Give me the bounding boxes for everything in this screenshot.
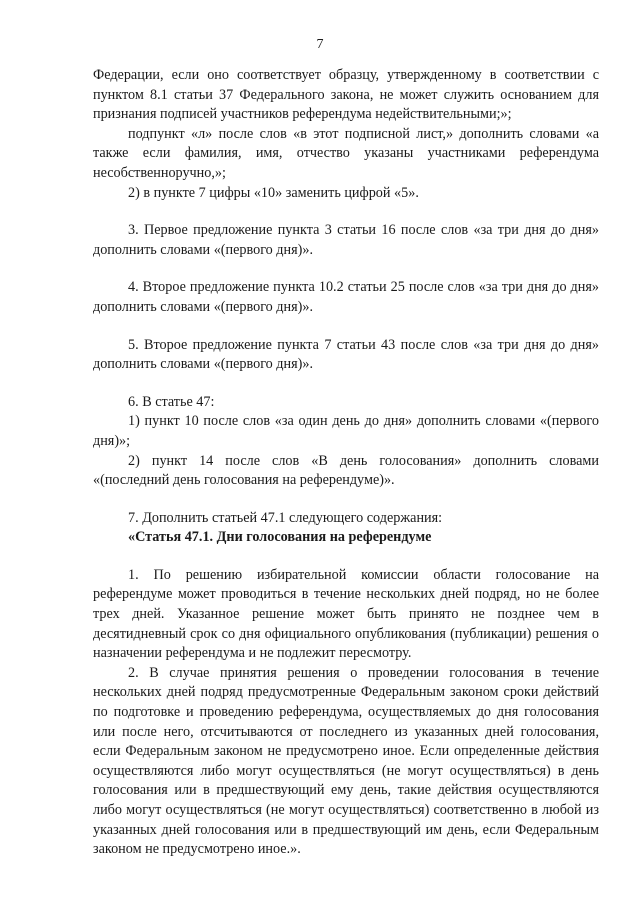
paragraph-continuation: Федерации, если оно соответствует образцу, утвержденному в соответствии с пунктом 8.1 статьи 37 Федерального закона, не может служить основанием для признания подписей участников референдума недействительными;»;: [93, 67, 599, 123]
paragraph-point-6: 6. В статье 47:: [128, 393, 215, 410]
page-number: 7: [316, 37, 324, 52]
spacer: [93, 491, 599, 509]
paragraph-point-4: 4. Второе предложение пункта 10.2 статьи 25 после слов «за три дня до дня» дополнить словами «(первого дня)».: [93, 279, 599, 315]
paragraph-point-6-item-1: 1) пункт 10 после слов «за один день до дня» дополнить словами «(первого дня)»;: [93, 413, 599, 449]
spacer: [93, 203, 599, 221]
spacer: [93, 548, 599, 566]
paragraph-subparagraph-l: подпункт «л» после слов «в этот подписной лист,» дополнить словами «а также если фамилия, имя, отчество указаны участниками референдума несобственноручно,»;: [93, 125, 599, 181]
paragraph-point-3: 3. Первое предложение пункта 3 статьи 16 после слов «за три дня до дня» дополнить словами «(первого дня)».: [93, 222, 599, 258]
article-clause-2: 2. В случае принятия решения о проведении голосования в течение нескольких дней подряд предусмотренные Федеральным законом сроки действий по подготовке и проведению референдума, осуществляемых до дня голосования или после него, отсчитываются от последнего из указанных дней голосования, если Федеральным законом не предусмотрено иное. Если определенные действия осуществляются либо могут осуществляться (не могут осуществляться) в день голосования или в предшествующий ему день, такие действия осуществляются либо могут осуществляться (не могут осуществляться) соответственно в любой из указанных дней голосования или в предшествующий им день, если Федеральным законом не предусмотрено иное.».: [93, 664, 599, 858]
paragraph-point-5: 5. Второе предложение пункта 7 статьи 43 после слов «за три дня до дня» дополнить словами «(первого дня)».: [93, 336, 599, 373]
document-body: [93, 66, 599, 860]
article-clause-1: 1. По решению избирательной комиссии области голосование на референдуме может проводиться в течение нескольких дней подряд, но не более трех дней. Указанное решение может быть принято не позднее чем в десятидневный срок со дня официального опубликования (публикации) решения о назначении референдума и не подлежит пересмотру.: [93, 566, 599, 662]
spacer: [93, 260, 599, 278]
article-heading: «Статья 47.1. Дни голосования на референдуме: [128, 529, 432, 546]
paragraph-point-6-item-2: 2) пункт 14 после слов «В день голосования» дополнить словами «(последний день голосования на референдуме)».: [93, 452, 599, 489]
spacer: [93, 375, 599, 393]
paragraph-point-7: 7. Дополнить статьей 47.1 следующего содержания:: [128, 509, 443, 526]
spacer: [93, 318, 599, 336]
paragraph-item-2: 2) в пункте 7 цифры «10» заменить цифрой «5».: [128, 184, 419, 201]
